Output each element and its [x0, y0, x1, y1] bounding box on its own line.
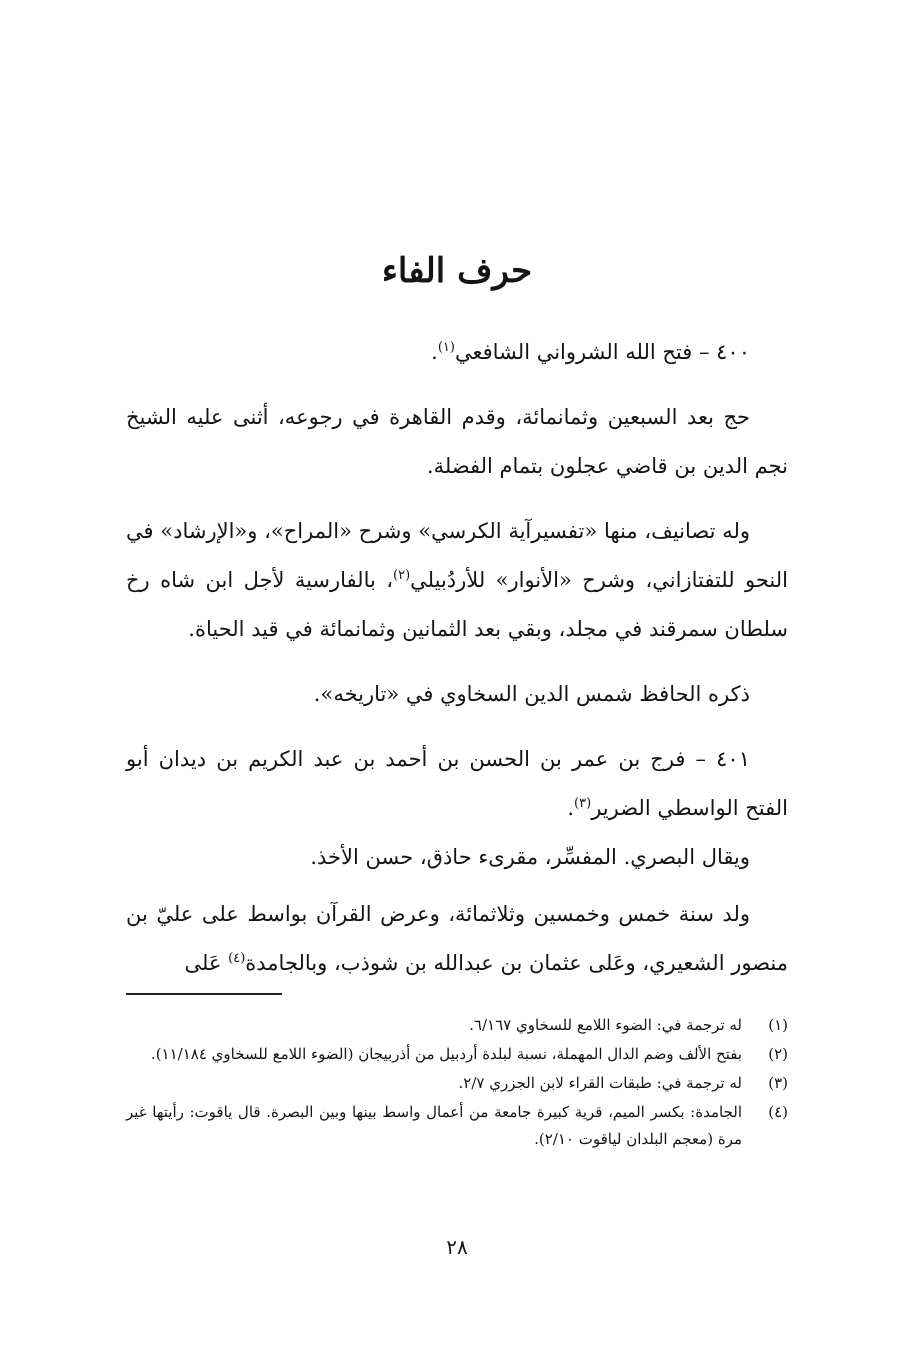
chapter-title: حرف الفاء: [381, 251, 533, 291]
main-text: [126, 328, 788, 988]
entry-400-paragraph-2-part-a: وله تصانيف، منها «تفسيرآية الكرسي» وشرح «المراح»، و«الإرشاد» في النحو للتفتازاني، وشرح «الأنوار» للأردُبيلي: [126, 519, 789, 592]
footnote-ref-3[interactable]: (٣): [574, 796, 592, 811]
entry-401-paragraph-2-part-a: ولد سنة خمس وخمسين وثلاثمائة، وعرض القرآن بواسط على عليّ بن منصور الشعيري، وعَلى عثمان بن عبدالله بن شوذب، وبالجامدة: [126, 902, 788, 975]
footnote-text: له ترجمة في: طبقات القراء لابن الجزري ٢/٧.: [458, 1074, 742, 1092]
entry-400-heading-end: .: [431, 340, 438, 364]
footnotes: [126, 1012, 788, 1155]
footnote-3: [126, 1070, 788, 1097]
entry-401-heading-end: .: [567, 796, 575, 820]
entry-400-heading: [126, 328, 788, 377]
entry-400-paragraph-2-part-b: ، بالفارسية لأجل ابن شاه رخ سلطان سمرقند في مجلد، وبقي بعد الثمانين وثمانمائة في قيد الحياة.: [126, 568, 788, 641]
footnote-ref-2[interactable]: (٢): [393, 568, 411, 583]
page-number: ٢٨: [446, 1235, 468, 1259]
entry-401-paragraph-2: [126, 890, 788, 988]
footnote-number: (٣): [768, 1074, 788, 1092]
entry-401-paragraph-1: ويقال البصري. المفسِّر، مقرىء حاذق، حسن الأخذ.: [310, 845, 750, 869]
footnote-separator: [126, 993, 282, 995]
footnote-text: بفتح الألف وضم الدال المهملة، نسبة لبلدة أردبيل من أذربيجان (الضوء اللامع للسخاوي ١١/١٨٤).: [150, 1045, 742, 1063]
footnote-text: الجامدة: بكسر الميم، قرية كبيرة جامعة من أعمال واسط بينها وبين البصرة. قال ياقوت: رأيتها غير مرة (معجم البلدان لياقوت ٢/١٠).: [126, 1103, 742, 1148]
footnote-number: (١): [768, 1016, 788, 1034]
entry-401-heading-text: ٤٠١ – فرج بن عمر بن الحسن بن أحمد بن عبد الكريم بن ديدان أبو الفتح الواسطي الضرير: [126, 747, 788, 820]
entry-400-paragraph-3: ذكره الحافظ شمس الدين السخاوي في «تاريخه».: [313, 682, 750, 706]
footnote-number: (٢): [768, 1045, 788, 1063]
footnote-1: [126, 1012, 788, 1039]
entry-401-paragraph-2-part-b: عَلى: [184, 951, 229, 975]
entry-401-heading: [126, 735, 788, 833]
entry-400-paragraph-1: حج بعد السبعين وثمانمائة، وقدم القاهرة في رجوعه، أثنى عليه الشيخ نجم الدين بن قاضي عجلون بتمام الفضلة.: [126, 405, 788, 478]
footnote-ref-1[interactable]: (١): [437, 340, 455, 355]
footnote-text: له ترجمة في: الضوء اللامع للسخاوي ٦/١٦٧.: [469, 1016, 742, 1034]
footnote-4: [126, 1099, 788, 1153]
entry-400-paragraph-2: [126, 507, 788, 654]
footnote-ref-4[interactable]: (٤): [228, 951, 246, 966]
footnote-2: [126, 1041, 788, 1068]
entry-400-heading-text: ٤٠٠ – فتح الله الشرواني الشافعي: [454, 340, 750, 364]
footnote-number: (٤): [768, 1103, 788, 1121]
